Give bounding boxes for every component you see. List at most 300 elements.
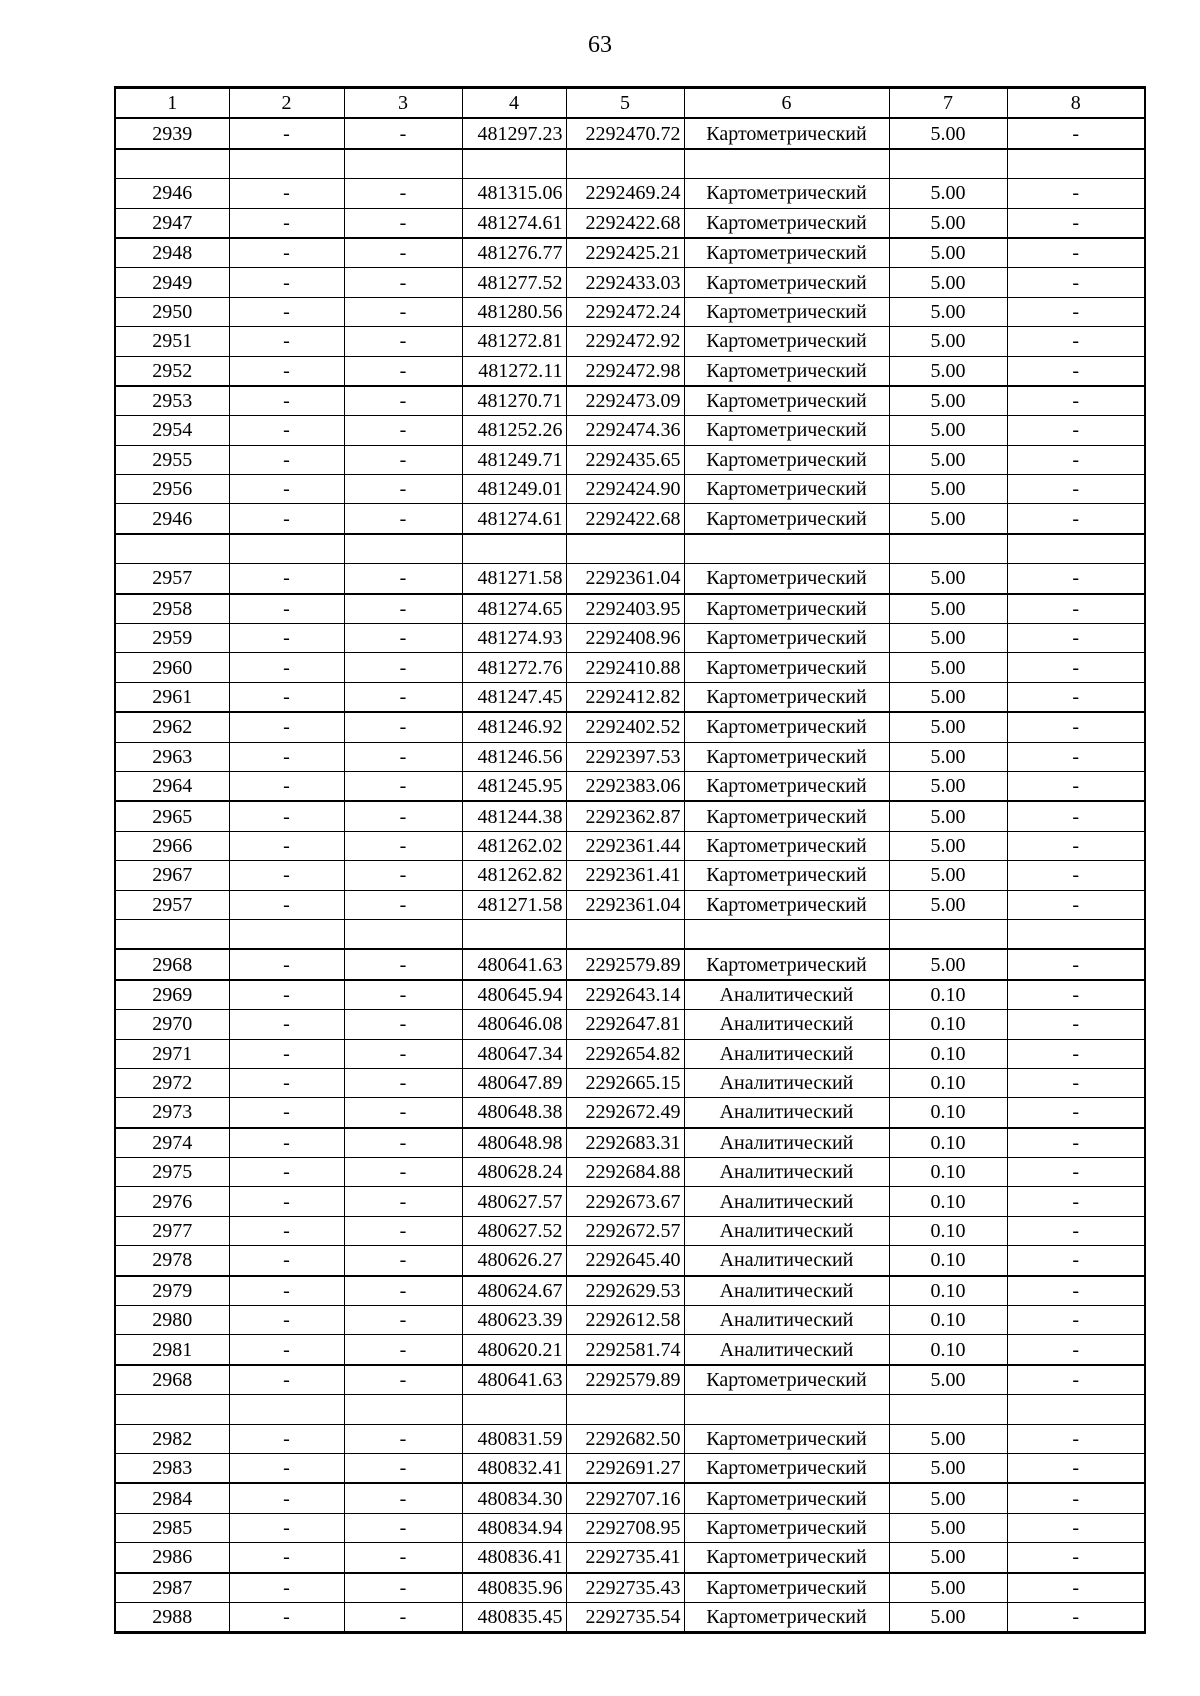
col8-cell: - xyxy=(1007,268,1145,297)
x-coordinate-cell: 480648.98 xyxy=(462,1128,566,1158)
x-coordinate-cell: 481246.92 xyxy=(462,712,566,742)
col3-cell: - xyxy=(344,564,462,594)
table-row xyxy=(115,1276,1145,1306)
x-coordinate-cell: 481315.06 xyxy=(462,179,566,208)
accuracy-cell: 5.00 xyxy=(889,475,1007,504)
col8-cell: - xyxy=(1007,1543,1145,1573)
accuracy-cell: 0.10 xyxy=(889,1216,1007,1245)
accuracy-cell: 5.00 xyxy=(889,1513,1007,1542)
accuracy-cell: 0.10 xyxy=(889,1068,1007,1097)
col2-cell: - xyxy=(229,1424,344,1453)
method-cell xyxy=(684,1395,889,1424)
table-row xyxy=(115,980,1145,1010)
point-number-cell: 2957 xyxy=(115,890,229,919)
col3-cell xyxy=(344,149,462,179)
method-cell: Аналитический xyxy=(684,1187,889,1216)
method-cell: Аналитический xyxy=(684,1306,889,1335)
point-number-cell: 2964 xyxy=(115,771,229,801)
accuracy-cell xyxy=(889,919,1007,949)
point-number-cell: 2948 xyxy=(115,238,229,268)
method-cell: Картометрический xyxy=(684,653,889,682)
col8-cell xyxy=(1007,534,1145,564)
method-cell: Аналитический xyxy=(684,1158,889,1187)
col8-cell: - xyxy=(1007,1424,1145,1453)
col2-cell: - xyxy=(229,1068,344,1097)
col2-cell: - xyxy=(229,1010,344,1039)
x-coordinate-cell: 481274.61 xyxy=(462,208,566,238)
point-number-cell: 2970 xyxy=(115,1010,229,1039)
col8-cell: - xyxy=(1007,445,1145,474)
x-coordinate-cell: 481245.95 xyxy=(462,771,566,801)
y-coordinate-cell: 2292469.24 xyxy=(566,179,684,208)
col3-cell: - xyxy=(344,179,462,208)
col2-cell: - xyxy=(229,386,344,416)
x-coordinate-cell: 480620.21 xyxy=(462,1335,566,1365)
y-coordinate-cell: 2292422.68 xyxy=(566,504,684,534)
col2-cell: - xyxy=(229,327,344,356)
y-coordinate-cell: 2292362.87 xyxy=(566,801,684,831)
col8-cell xyxy=(1007,1395,1145,1424)
col8-cell: - xyxy=(1007,475,1145,504)
accuracy-cell: 0.10 xyxy=(889,1246,1007,1276)
col2-cell: - xyxy=(229,1039,344,1068)
x-coordinate-cell: 480835.96 xyxy=(462,1573,566,1603)
method-cell: Картометрический xyxy=(684,238,889,268)
point-number-cell: 2965 xyxy=(115,801,229,831)
col2-cell xyxy=(229,534,344,564)
col2-cell: - xyxy=(229,1513,344,1542)
col3-cell: - xyxy=(344,268,462,297)
method-cell: Картометрический xyxy=(684,1453,889,1483)
table-row xyxy=(115,1453,1145,1483)
table-row xyxy=(115,801,1145,831)
col2-cell: - xyxy=(229,890,344,919)
col3-cell: - xyxy=(344,712,462,742)
accuracy-cell: 5.00 xyxy=(889,831,1007,860)
col3-cell: - xyxy=(344,1483,462,1513)
table-separator-row xyxy=(115,534,1145,564)
column-header: 8 xyxy=(1007,88,1145,119)
col8-cell: - xyxy=(1007,1128,1145,1158)
point-number-cell xyxy=(115,149,229,179)
method-cell: Картометрический xyxy=(684,327,889,356)
point-number-cell: 2961 xyxy=(115,682,229,712)
method-cell: Картометрический xyxy=(684,268,889,297)
method-cell: Картометрический xyxy=(684,297,889,326)
point-number-cell: 2957 xyxy=(115,564,229,594)
accuracy-cell: 5.00 xyxy=(889,1453,1007,1483)
col8-cell: - xyxy=(1007,386,1145,416)
col8-cell: - xyxy=(1007,890,1145,919)
point-number-cell: 2963 xyxy=(115,742,229,771)
y-coordinate-cell: 2292424.90 xyxy=(566,475,684,504)
accuracy-cell: 5.00 xyxy=(889,445,1007,474)
point-number-cell: 2969 xyxy=(115,980,229,1010)
point-number-cell: 2968 xyxy=(115,949,229,979)
col2-cell: - xyxy=(229,475,344,504)
x-coordinate-cell: 480647.34 xyxy=(462,1039,566,1068)
y-coordinate-cell xyxy=(566,534,684,564)
table-row xyxy=(115,386,1145,416)
col3-cell: - xyxy=(344,1128,462,1158)
column-header: 1 xyxy=(115,88,229,119)
col2-cell: - xyxy=(229,179,344,208)
x-coordinate-cell: 480648.38 xyxy=(462,1098,566,1128)
y-coordinate-cell: 2292472.24 xyxy=(566,297,684,326)
table-separator-row xyxy=(115,919,1145,949)
method-cell: Картометрический xyxy=(684,682,889,712)
method-cell: Картометрический xyxy=(684,356,889,386)
table-row xyxy=(115,356,1145,386)
col8-cell: - xyxy=(1007,1276,1145,1306)
accuracy-cell: 0.10 xyxy=(889,980,1007,1010)
accuracy-cell xyxy=(889,149,1007,179)
method-cell: Картометрический xyxy=(684,386,889,416)
col8-cell: - xyxy=(1007,208,1145,238)
col2-cell: - xyxy=(229,445,344,474)
x-coordinate-cell: 480646.08 xyxy=(462,1010,566,1039)
table-row xyxy=(115,1335,1145,1365)
column-header: 4 xyxy=(462,88,566,119)
table-row xyxy=(115,327,1145,356)
point-number-cell: 2971 xyxy=(115,1039,229,1068)
col8-cell: - xyxy=(1007,238,1145,268)
col3-cell: - xyxy=(344,416,462,445)
col3-cell: - xyxy=(344,801,462,831)
col8-cell: - xyxy=(1007,712,1145,742)
x-coordinate-cell: 481270.71 xyxy=(462,386,566,416)
col8-cell: - xyxy=(1007,1010,1145,1039)
accuracy-cell: 5.00 xyxy=(889,179,1007,208)
y-coordinate-cell: 2292410.88 xyxy=(566,653,684,682)
point-number-cell: 2949 xyxy=(115,268,229,297)
table-row xyxy=(115,268,1145,297)
col2-cell: - xyxy=(229,1098,344,1128)
accuracy-cell: 0.10 xyxy=(889,1306,1007,1335)
accuracy-cell: 5.00 xyxy=(889,504,1007,534)
accuracy-cell: 5.00 xyxy=(889,1602,1007,1632)
accuracy-cell: 5.00 xyxy=(889,268,1007,297)
method-cell: Аналитический xyxy=(684,1216,889,1245)
accuracy-cell: 5.00 xyxy=(889,327,1007,356)
table-row xyxy=(115,1010,1145,1039)
y-coordinate-cell: 2292403.95 xyxy=(566,594,684,624)
y-coordinate-cell: 2292422.68 xyxy=(566,208,684,238)
point-number-cell: 2959 xyxy=(115,624,229,653)
col3-cell: - xyxy=(344,208,462,238)
x-coordinate-cell: 481244.38 xyxy=(462,801,566,831)
method-cell: Картометрический xyxy=(684,949,889,979)
x-coordinate-cell: 480831.59 xyxy=(462,1424,566,1453)
col3-cell: - xyxy=(344,1602,462,1632)
point-number-cell: 2979 xyxy=(115,1276,229,1306)
table-row xyxy=(115,1483,1145,1513)
y-coordinate-cell: 2292683.31 xyxy=(566,1128,684,1158)
table-row xyxy=(115,1573,1145,1603)
y-coordinate-cell xyxy=(566,919,684,949)
accuracy-cell: 0.10 xyxy=(889,1039,1007,1068)
col8-cell: - xyxy=(1007,771,1145,801)
point-number-cell: 2986 xyxy=(115,1543,229,1573)
x-coordinate-cell: 480624.67 xyxy=(462,1276,566,1306)
method-cell: Картометрический xyxy=(684,475,889,504)
col3-cell: - xyxy=(344,1187,462,1216)
col8-cell: - xyxy=(1007,1216,1145,1245)
x-coordinate-cell: 480626.27 xyxy=(462,1246,566,1276)
y-coordinate-cell: 2292361.04 xyxy=(566,890,684,919)
point-number-cell: 2951 xyxy=(115,327,229,356)
y-coordinate-cell: 2292397.53 xyxy=(566,742,684,771)
col8-cell: - xyxy=(1007,1335,1145,1365)
table-row xyxy=(115,416,1145,445)
col3-cell: - xyxy=(344,1010,462,1039)
col3-cell: - xyxy=(344,1158,462,1187)
point-number-cell: 2977 xyxy=(115,1216,229,1245)
col3-cell: - xyxy=(344,1246,462,1276)
accuracy-cell xyxy=(889,1395,1007,1424)
y-coordinate-cell: 2292425.21 xyxy=(566,238,684,268)
col3-cell: - xyxy=(344,771,462,801)
y-coordinate-cell: 2292672.49 xyxy=(566,1098,684,1128)
table-row xyxy=(115,1039,1145,1068)
col3-cell: - xyxy=(344,1276,462,1306)
x-coordinate-cell: 481249.71 xyxy=(462,445,566,474)
table-row xyxy=(115,179,1145,208)
point-number-cell: 2947 xyxy=(115,208,229,238)
accuracy-cell: 0.10 xyxy=(889,1276,1007,1306)
accuracy-cell xyxy=(889,534,1007,564)
col2-cell: - xyxy=(229,356,344,386)
col3-cell: - xyxy=(344,624,462,653)
col8-cell: - xyxy=(1007,1098,1145,1128)
col8-cell: - xyxy=(1007,1039,1145,1068)
col3-cell: - xyxy=(344,1513,462,1542)
x-coordinate-cell: 481274.61 xyxy=(462,504,566,534)
y-coordinate-cell: 2292665.15 xyxy=(566,1068,684,1097)
accuracy-cell: 5.00 xyxy=(889,297,1007,326)
col2-cell: - xyxy=(229,594,344,624)
table-row xyxy=(115,1306,1145,1335)
y-coordinate-cell: 2292412.82 xyxy=(566,682,684,712)
column-header: 6 xyxy=(684,88,889,119)
point-number-cell: 2984 xyxy=(115,1483,229,1513)
col2-cell: - xyxy=(229,980,344,1010)
col2-cell xyxy=(229,149,344,179)
col2-cell: - xyxy=(229,653,344,682)
accuracy-cell: 0.10 xyxy=(889,1335,1007,1365)
point-number-cell: 2953 xyxy=(115,386,229,416)
x-coordinate-cell xyxy=(462,534,566,564)
col8-cell: - xyxy=(1007,504,1145,534)
y-coordinate-cell xyxy=(566,1395,684,1424)
accuracy-cell: 5.00 xyxy=(889,208,1007,238)
col3-cell: - xyxy=(344,949,462,979)
col3-cell: - xyxy=(344,297,462,326)
col8-cell: - xyxy=(1007,1602,1145,1632)
col2-cell: - xyxy=(229,742,344,771)
y-coordinate-cell: 2292673.67 xyxy=(566,1187,684,1216)
col2-cell: - xyxy=(229,771,344,801)
point-number-cell xyxy=(115,1395,229,1424)
col3-cell: - xyxy=(344,653,462,682)
method-cell: Картометрический xyxy=(684,771,889,801)
point-number-cell: 2983 xyxy=(115,1453,229,1483)
x-coordinate-cell: 480645.94 xyxy=(462,980,566,1010)
col2-cell: - xyxy=(229,238,344,268)
method-cell: Картометрический xyxy=(684,1513,889,1542)
col8-cell: - xyxy=(1007,831,1145,860)
accuracy-cell: 5.00 xyxy=(889,356,1007,386)
accuracy-cell: 5.00 xyxy=(889,712,1007,742)
col3-cell: - xyxy=(344,118,462,148)
table-row xyxy=(115,594,1145,624)
table-row xyxy=(115,1098,1145,1128)
accuracy-cell: 5.00 xyxy=(889,682,1007,712)
col3-cell: - xyxy=(344,475,462,504)
y-coordinate-cell: 2292579.89 xyxy=(566,1365,684,1395)
col8-cell: - xyxy=(1007,297,1145,326)
accuracy-cell: 5.00 xyxy=(889,416,1007,445)
method-cell: Картометрический xyxy=(684,801,889,831)
table-row xyxy=(115,1602,1145,1632)
point-number-cell: 2972 xyxy=(115,1068,229,1097)
table-row xyxy=(115,208,1145,238)
x-coordinate-cell: 480832.41 xyxy=(462,1453,566,1483)
point-number-cell: 2967 xyxy=(115,861,229,890)
accuracy-cell: 0.10 xyxy=(889,1098,1007,1128)
accuracy-cell: 5.00 xyxy=(889,564,1007,594)
x-coordinate-cell: 481271.58 xyxy=(462,564,566,594)
x-coordinate-cell: 480834.30 xyxy=(462,1483,566,1513)
x-coordinate-cell: 481247.45 xyxy=(462,682,566,712)
col8-cell: - xyxy=(1007,861,1145,890)
accuracy-cell: 5.00 xyxy=(889,1365,1007,1395)
col8-cell: - xyxy=(1007,1246,1145,1276)
method-cell: Картометрический xyxy=(684,861,889,890)
method-cell: Картометрический xyxy=(684,504,889,534)
method-cell xyxy=(684,919,889,949)
col8-cell xyxy=(1007,149,1145,179)
col3-cell: - xyxy=(344,1098,462,1128)
y-coordinate-cell: 2292472.92 xyxy=(566,327,684,356)
point-number-cell: 2985 xyxy=(115,1513,229,1542)
table-row xyxy=(115,1424,1145,1453)
table-row xyxy=(115,742,1145,771)
table-row xyxy=(115,1068,1145,1097)
method-cell: Картометрический xyxy=(684,564,889,594)
col3-cell: - xyxy=(344,831,462,860)
col2-cell: - xyxy=(229,801,344,831)
accuracy-cell: 0.10 xyxy=(889,1128,1007,1158)
col3-cell: - xyxy=(344,1453,462,1483)
y-coordinate-cell: 2292643.14 xyxy=(566,980,684,1010)
accuracy-cell: 5.00 xyxy=(889,238,1007,268)
point-number-cell xyxy=(115,534,229,564)
col2-cell: - xyxy=(229,416,344,445)
y-coordinate-cell: 2292581.74 xyxy=(566,1335,684,1365)
col8-cell: - xyxy=(1007,356,1145,386)
col3-cell: - xyxy=(344,1216,462,1245)
y-coordinate-cell: 2292473.09 xyxy=(566,386,684,416)
col8-cell: - xyxy=(1007,1306,1145,1335)
point-number-cell: 2954 xyxy=(115,416,229,445)
accuracy-cell: 5.00 xyxy=(889,890,1007,919)
y-coordinate-cell: 2292707.16 xyxy=(566,1483,684,1513)
accuracy-cell: 5.00 xyxy=(889,1424,1007,1453)
table-row xyxy=(115,1128,1145,1158)
x-coordinate-cell: 480623.39 xyxy=(462,1306,566,1335)
point-number-cell: 2955 xyxy=(115,445,229,474)
col2-cell: - xyxy=(229,712,344,742)
x-coordinate-cell: 481272.81 xyxy=(462,327,566,356)
col2-cell: - xyxy=(229,1246,344,1276)
x-coordinate-cell: 480647.89 xyxy=(462,1068,566,1097)
col8-cell: - xyxy=(1007,1158,1145,1187)
col2-cell: - xyxy=(229,1128,344,1158)
y-coordinate-cell: 2292672.57 xyxy=(566,1216,684,1245)
col2-cell: - xyxy=(229,1543,344,1573)
col8-cell: - xyxy=(1007,1513,1145,1542)
x-coordinate-cell: 480834.94 xyxy=(462,1513,566,1542)
y-coordinate-cell: 2292470.72 xyxy=(566,118,684,148)
table-row xyxy=(115,831,1145,860)
col8-cell: - xyxy=(1007,1573,1145,1603)
col2-cell: - xyxy=(229,268,344,297)
col3-cell xyxy=(344,1395,462,1424)
method-cell: Аналитический xyxy=(684,1335,889,1365)
table-row xyxy=(115,682,1145,712)
point-number-cell: 2982 xyxy=(115,1424,229,1453)
y-coordinate-cell: 2292474.36 xyxy=(566,416,684,445)
col8-cell: - xyxy=(1007,801,1145,831)
x-coordinate-cell: 481276.77 xyxy=(462,238,566,268)
method-cell: Картометрический xyxy=(684,1543,889,1573)
col2-cell: - xyxy=(229,1216,344,1245)
table-row xyxy=(115,712,1145,742)
table-row xyxy=(115,771,1145,801)
method-cell: Картометрический xyxy=(684,594,889,624)
table-separator-row xyxy=(115,149,1145,179)
col3-cell xyxy=(344,534,462,564)
col3-cell: - xyxy=(344,890,462,919)
x-coordinate-cell: 481274.65 xyxy=(462,594,566,624)
table-row xyxy=(115,1365,1145,1395)
col8-cell: - xyxy=(1007,682,1145,712)
table-row xyxy=(115,1158,1145,1187)
x-coordinate-cell: 481280.56 xyxy=(462,297,566,326)
x-coordinate-cell: 481249.01 xyxy=(462,475,566,504)
col3-cell: - xyxy=(344,1039,462,1068)
accuracy-cell: 5.00 xyxy=(889,1543,1007,1573)
y-coordinate-cell: 2292735.54 xyxy=(566,1602,684,1632)
method-cell xyxy=(684,534,889,564)
col2-cell xyxy=(229,1395,344,1424)
accuracy-cell: 0.10 xyxy=(889,1010,1007,1039)
col3-cell: - xyxy=(344,356,462,386)
x-coordinate-cell: 481274.93 xyxy=(462,624,566,653)
col3-cell: - xyxy=(344,238,462,268)
table-row xyxy=(115,238,1145,268)
table-row xyxy=(115,949,1145,979)
point-number-cell: 2973 xyxy=(115,1098,229,1128)
x-coordinate-cell: 481262.82 xyxy=(462,861,566,890)
column-header: 2 xyxy=(229,88,344,119)
point-number-cell: 2980 xyxy=(115,1306,229,1335)
col3-cell: - xyxy=(344,445,462,474)
col3-cell: - xyxy=(344,742,462,771)
accuracy-cell: 5.00 xyxy=(889,1483,1007,1513)
point-number-cell: 2952 xyxy=(115,356,229,386)
